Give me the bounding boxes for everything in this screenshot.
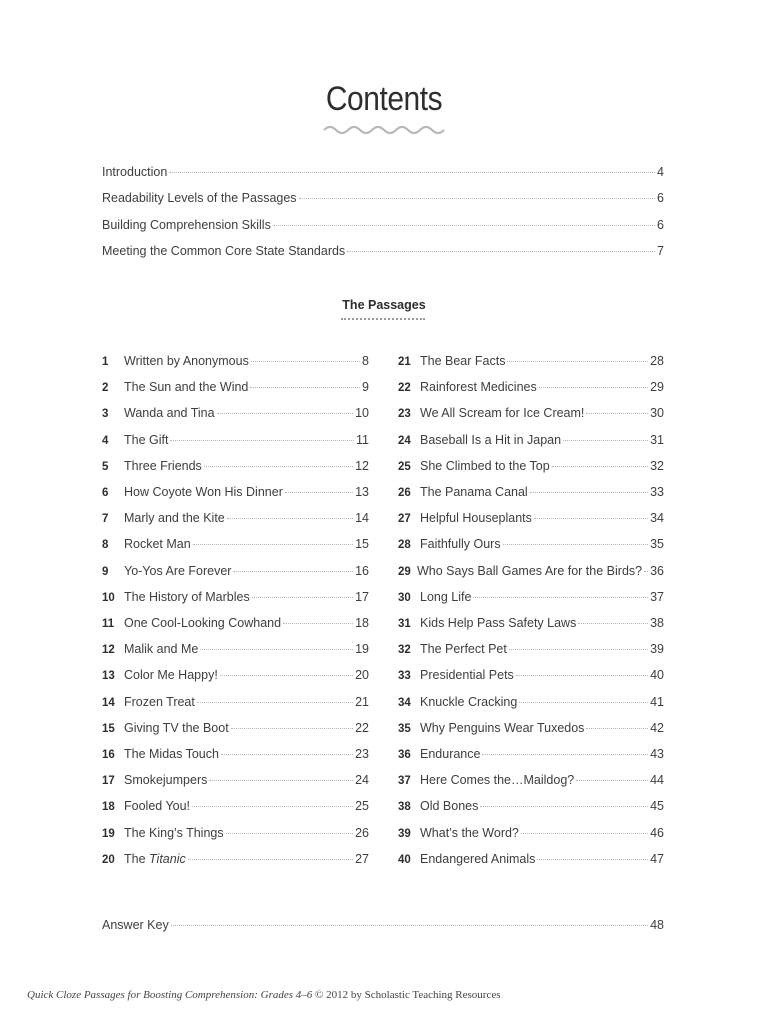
toc-entry-page: 19 xyxy=(355,642,369,657)
toc-entry-page: 40 xyxy=(650,668,664,683)
toc-entry-page: 45 xyxy=(650,799,664,814)
toc-entry-page: 33 xyxy=(650,485,664,499)
dot-leader xyxy=(204,466,353,467)
passage-number: 22 xyxy=(398,382,411,395)
page-footer xyxy=(27,989,501,1001)
dot-leader xyxy=(503,544,649,545)
passage-number: 40 xyxy=(398,853,411,866)
toc-entry-label xyxy=(124,564,231,578)
toc-entry-page: 8 xyxy=(362,354,369,368)
toc-entry[interactable] xyxy=(398,511,664,527)
toc-entry-page: 42 xyxy=(650,720,664,735)
toc-entry-label-text: Written by Anonymous xyxy=(124,354,249,368)
toc-entry-label-text: The Gift xyxy=(124,432,169,447)
passage-number: 37 xyxy=(398,775,411,788)
dot-leader xyxy=(193,544,353,545)
toc-entry-label-text: Presidential Pets xyxy=(420,668,514,683)
toc-entry-page: 16 xyxy=(355,563,369,578)
toc-entry[interactable] xyxy=(102,747,369,763)
toc-entry-page: 6 xyxy=(657,217,664,232)
toc-entry-label xyxy=(124,380,248,394)
toc-entry[interactable] xyxy=(102,380,369,396)
dot-leader xyxy=(220,675,353,676)
passage-number: 33 xyxy=(398,670,411,683)
dot-leader xyxy=(200,649,353,650)
toc-entry-page: 7 xyxy=(657,243,664,258)
toc-entry-page: 23 xyxy=(355,747,369,761)
passage-number: 4 xyxy=(102,434,109,447)
dot-leader xyxy=(576,780,648,781)
toc-entry-page: 27 xyxy=(355,851,369,866)
toc-entry[interactable] xyxy=(102,642,369,658)
toc-entry-label xyxy=(420,852,535,866)
toc-entry-label xyxy=(124,695,195,709)
toc-entry-label-text: Rainforest Medicines xyxy=(420,380,537,395)
toc-entry[interactable] xyxy=(102,218,664,234)
passage-number: 27 xyxy=(398,513,411,526)
page-title: Contents xyxy=(325,80,443,118)
toc-entry-label xyxy=(102,918,169,932)
toc-entry-page: 36 xyxy=(650,563,664,578)
footer-copyright: © 2012 by Scholastic Teaching Resources xyxy=(312,989,501,1001)
passage-number: 11 xyxy=(102,618,115,630)
toc-entry-label-text: Readability Levels of the Passages xyxy=(102,191,297,206)
toc-entry-label xyxy=(102,244,345,258)
toc-entry[interactable] xyxy=(102,616,369,632)
toc-entry-label-text: Wanda and Tina xyxy=(124,406,215,421)
toc-entry-label-text: Kids Help Pass Safety Laws xyxy=(420,616,577,630)
toc-entry[interactable] xyxy=(102,918,664,934)
toc-entry-label-text: Marly and the Kite xyxy=(124,511,225,526)
toc-entry-label xyxy=(124,852,186,866)
toc-entry-label xyxy=(124,616,281,630)
passage-number: 28 xyxy=(398,539,411,552)
toc-entry-page: 29 xyxy=(650,380,664,395)
toc-entry-label-text: Meeting the Common Core State Standards xyxy=(102,243,346,258)
dot-leader xyxy=(299,198,655,199)
dot-leader xyxy=(521,833,648,834)
toc-entry-label xyxy=(124,354,249,368)
toc-entry-label xyxy=(420,721,584,735)
toc-entry-label-text: The Perfect Pet xyxy=(420,642,507,657)
passage-number: 1 xyxy=(102,356,109,368)
toc-entry-page: 32 xyxy=(650,458,664,473)
passage-number: 23 xyxy=(398,408,411,421)
toc-entry-label-text: Answer Key xyxy=(102,918,169,932)
dot-leader xyxy=(516,675,648,676)
toc-entry-page: 13 xyxy=(355,485,369,499)
dot-leader xyxy=(480,806,648,807)
toc-entry-page: 15 xyxy=(355,537,369,552)
dot-leader xyxy=(563,440,648,441)
passage-number: 6 xyxy=(102,487,109,499)
toc-entry-label xyxy=(124,799,190,813)
toc-entry-label-text: Three Friends xyxy=(124,458,202,473)
toc-entry-label-text: The xyxy=(124,851,150,866)
toc-entry-label xyxy=(420,773,574,787)
toc-entry[interactable] xyxy=(102,564,369,580)
toc-entry-page: 43 xyxy=(650,747,664,761)
toc-entry[interactable] xyxy=(102,590,369,606)
toc-entry[interactable] xyxy=(398,747,664,763)
toc-entry-page: 22 xyxy=(355,720,369,735)
toc-entry-page: 47 xyxy=(650,851,664,866)
toc-entry[interactable] xyxy=(398,380,664,396)
dot-leader xyxy=(231,728,353,729)
dot-leader xyxy=(209,780,353,781)
toc-entry-label xyxy=(124,406,215,420)
passage-number: 19 xyxy=(102,827,115,840)
dot-leader xyxy=(534,518,648,519)
toc-entry-label xyxy=(420,485,528,499)
toc-entry-page: 6 xyxy=(657,191,664,206)
toc-entry[interactable] xyxy=(398,695,664,711)
dot-leader xyxy=(273,225,655,226)
toc-entry-label xyxy=(124,537,191,551)
toc-entry-page: 20 xyxy=(355,668,369,683)
dot-leader xyxy=(188,859,353,860)
toc-entry-label xyxy=(420,826,519,840)
dot-leader xyxy=(233,571,353,572)
passage-number: 12 xyxy=(102,644,115,657)
toc-entry-label-text: Faithfully Ours xyxy=(420,537,501,552)
toc-entry-label-text: Yo-Yos Are Forever xyxy=(124,563,232,578)
title-underline-squiggle xyxy=(322,123,446,137)
toc-entry-label-text: Helpful Houseplants xyxy=(420,511,532,526)
toc-entry-label xyxy=(420,511,532,525)
toc-entry[interactable] xyxy=(102,668,369,684)
toc-entry-label xyxy=(420,799,478,813)
toc-entry-page: 26 xyxy=(355,825,369,840)
toc-entry[interactable] xyxy=(102,537,369,553)
toc-entry-label-text: Malik and Me xyxy=(124,642,199,657)
toc-entry-label-text: Who Says Ball Games Are for the Birds? xyxy=(417,563,643,578)
toc-entry-label xyxy=(124,826,224,840)
toc-entry-label-text: Knuckle Cracking xyxy=(420,694,518,709)
toc-entry-label-text: Frozen Treat xyxy=(124,694,195,709)
passage-number: 34 xyxy=(398,696,411,709)
dot-leader xyxy=(283,623,353,624)
toc-entry-label xyxy=(102,218,271,232)
toc-entry[interactable] xyxy=(102,244,664,260)
toc-entry[interactable] xyxy=(398,354,664,370)
toc-entry[interactable] xyxy=(398,485,664,501)
passages-heading-underline xyxy=(341,318,425,320)
toc-entry-page: 28 xyxy=(650,354,664,368)
toc-entry[interactable] xyxy=(102,695,369,711)
toc-entry-label xyxy=(420,747,480,761)
toc-entry-label-text: Long Life xyxy=(420,589,472,604)
dot-leader xyxy=(578,623,648,624)
toc-entry-page: 18 xyxy=(355,616,369,630)
toc-entry-label-text: Smokejumpers xyxy=(124,773,208,788)
dot-leader xyxy=(169,172,655,173)
toc-entry-page: 11 xyxy=(356,432,369,447)
toc-entry-label-italic: Titanic xyxy=(149,851,186,866)
dot-leader xyxy=(509,649,648,650)
toc-entry[interactable] xyxy=(102,773,369,789)
toc-entry[interactable] xyxy=(398,406,664,422)
toc-entry-label-text: Here Comes the…Maildog? xyxy=(420,773,575,788)
passage-number: 7 xyxy=(102,513,109,526)
passage-number: 14 xyxy=(102,696,115,709)
passages-heading: The Passages xyxy=(342,298,426,312)
toc-entry-label-text: Building Comprehension Skills xyxy=(102,217,271,232)
passage-number: 20 xyxy=(102,853,115,866)
toc-entry-label xyxy=(420,695,517,709)
toc-entry-label xyxy=(124,511,225,525)
passage-number: 10 xyxy=(102,591,115,604)
toc-entry-page: 21 xyxy=(355,694,369,709)
toc-entry-label xyxy=(420,354,505,368)
toc-entry-label xyxy=(124,642,198,656)
dot-leader xyxy=(197,702,353,703)
toc-entry-label xyxy=(124,668,218,682)
passage-number: 17 xyxy=(102,775,115,788)
toc-entry[interactable] xyxy=(398,459,664,475)
toc-entry-page: 25 xyxy=(355,799,369,814)
toc-entry[interactable] xyxy=(102,826,369,842)
toc-entry[interactable] xyxy=(398,668,664,684)
toc-entry[interactable] xyxy=(102,511,369,527)
toc-entry-page: 35 xyxy=(650,537,664,552)
toc-entry[interactable] xyxy=(102,459,369,475)
dot-leader xyxy=(519,702,648,703)
dot-leader xyxy=(482,754,648,755)
dot-leader xyxy=(252,597,353,598)
toc-entry-label xyxy=(420,668,514,682)
toc-entry-page: 24 xyxy=(355,773,369,788)
dot-leader xyxy=(530,492,648,493)
toc-entry-label-text: Why Penguins Wear Tuxedos xyxy=(420,720,585,735)
toc-entry-page: 37 xyxy=(650,589,664,604)
passage-number: 31 xyxy=(398,618,411,630)
toc-entry-label xyxy=(102,191,297,205)
toc-entry-label-text: Introduction xyxy=(102,165,168,179)
toc-entry-label xyxy=(124,433,168,447)
toc-entry[interactable] xyxy=(102,406,369,422)
toc-entry-page: 44 xyxy=(650,773,664,788)
toc-entry-page: 39 xyxy=(650,642,664,657)
passage-number: 29 xyxy=(398,565,411,578)
toc-entry[interactable] xyxy=(398,642,664,658)
toc-entry-label xyxy=(124,721,229,735)
toc-entry-page: 14 xyxy=(355,511,369,526)
dot-leader xyxy=(537,859,648,860)
dot-leader xyxy=(539,387,648,388)
toc-entry[interactable] xyxy=(102,485,369,501)
toc-entry-page: 38 xyxy=(650,616,664,630)
toc-entry-label-text: The Bear Facts xyxy=(420,354,506,368)
toc-entry-page: 46 xyxy=(650,825,664,840)
dot-leader xyxy=(227,518,353,519)
toc-entry[interactable] xyxy=(102,165,664,181)
toc-entry-label xyxy=(124,459,202,473)
toc-entry-label-text: Giving TV the Boot xyxy=(124,720,229,735)
toc-entry-label-text: She Climbed to the Top xyxy=(420,458,550,473)
toc-entry[interactable] xyxy=(102,852,369,868)
passage-number: 16 xyxy=(102,749,115,761)
toc-entry-label-text: Rocket Man xyxy=(124,537,191,552)
dot-leader xyxy=(586,413,648,414)
toc-entry[interactable] xyxy=(102,799,369,815)
dot-leader xyxy=(347,251,655,252)
passage-number: 8 xyxy=(102,539,109,552)
dot-leader xyxy=(473,597,648,598)
toc-entry-page: 41 xyxy=(650,694,664,709)
dot-leader xyxy=(251,361,360,362)
footer-book-title: Quick Cloze Passages for Boosting Comprehension: Grades 4–6 xyxy=(27,989,313,1001)
toc-entry-label xyxy=(420,537,501,551)
passage-number: 9 xyxy=(102,565,109,578)
passage-number: 5 xyxy=(102,460,109,473)
toc-entry-page: 4 xyxy=(657,165,664,179)
toc-entry-label xyxy=(420,406,584,420)
dot-leader xyxy=(644,571,648,572)
dot-leader xyxy=(192,806,353,807)
dot-leader xyxy=(507,361,648,362)
toc-entry[interactable] xyxy=(398,537,664,553)
toc-entry-label-text: Color Me Happy! xyxy=(124,668,218,683)
toc-entry[interactable] xyxy=(398,826,664,842)
toc-entry-page: 48 xyxy=(650,918,664,932)
toc-entry[interactable] xyxy=(102,721,369,737)
passage-number: 3 xyxy=(102,408,109,421)
passage-number: 21 xyxy=(398,356,411,368)
toc-entry-label xyxy=(420,459,550,473)
toc-entry-label xyxy=(124,773,207,787)
toc-entry[interactable] xyxy=(398,773,664,789)
passage-number: 2 xyxy=(102,382,109,395)
passage-number: 18 xyxy=(102,801,115,814)
toc-entry[interactable] xyxy=(398,564,664,580)
toc-entry-label-text: What’s the Word? xyxy=(420,825,519,840)
dot-leader xyxy=(552,466,648,467)
toc-entry-label-text: Endurance xyxy=(420,747,481,761)
toc-entry-page: 34 xyxy=(650,511,664,526)
passage-number: 32 xyxy=(398,644,411,657)
passage-number: 24 xyxy=(398,434,411,447)
toc-entry[interactable] xyxy=(398,433,664,449)
toc-entry-label xyxy=(417,564,642,578)
toc-entry-label-text: Fooled You! xyxy=(124,799,191,814)
toc-entry-label-text: Baseball Is a Hit in Japan xyxy=(420,432,562,447)
toc-entry-label-text: The Sun and the Wind xyxy=(124,380,249,395)
toc-entry-page: 9 xyxy=(362,380,369,395)
toc-entry[interactable] xyxy=(102,354,369,370)
dot-leader xyxy=(586,728,648,729)
toc-entry-label xyxy=(124,485,283,499)
toc-entry-label-text: Old Bones xyxy=(420,799,479,814)
toc-entry-label-text: Endangered Animals xyxy=(420,851,536,866)
toc-entry-label-text: The King’s Things xyxy=(124,825,224,840)
passage-number: 35 xyxy=(398,722,411,735)
passage-number: 15 xyxy=(102,722,115,735)
toc-entry-page: 31 xyxy=(650,432,664,447)
toc-entry[interactable] xyxy=(398,852,664,868)
toc-entry-label xyxy=(420,590,471,604)
toc-entry-page: 17 xyxy=(355,589,369,604)
toc-entry-label-text: The Panama Canal xyxy=(420,485,528,499)
dot-leader xyxy=(217,413,354,414)
toc-entry-label xyxy=(124,590,250,604)
dot-leader xyxy=(250,387,360,388)
dot-leader xyxy=(170,440,354,441)
toc-entry[interactable] xyxy=(398,721,664,737)
toc-entry[interactable] xyxy=(102,433,369,449)
passage-number: 13 xyxy=(102,670,115,683)
toc-entry-page: 12 xyxy=(355,458,369,473)
dot-leader xyxy=(221,754,353,755)
toc-entry[interactable] xyxy=(102,191,664,207)
toc-entry-label xyxy=(420,616,576,630)
toc-entry-label-text: How Coyote Won His Dinner xyxy=(124,485,283,499)
toc-entry-label-text: The History of Marbles xyxy=(124,589,250,604)
passage-number: 38 xyxy=(398,801,411,814)
toc-entry-page: 30 xyxy=(650,406,664,421)
passage-number: 36 xyxy=(398,749,411,761)
passage-number: 39 xyxy=(398,827,411,840)
toc-entry-label xyxy=(420,380,537,394)
toc-entry-label-text: One Cool-Looking Cowhand xyxy=(124,616,282,630)
dot-leader xyxy=(226,833,353,834)
passage-number: 26 xyxy=(398,487,411,499)
toc-entry-label-text: We All Scream for Ice Cream! xyxy=(420,406,585,421)
toc-entry-label-text: The Midas Touch xyxy=(124,747,219,761)
toc-entry-page: 10 xyxy=(355,406,369,421)
dot-leader xyxy=(285,492,353,493)
passage-number: 30 xyxy=(398,591,411,604)
toc-entry-label xyxy=(420,642,507,656)
toc-entry[interactable] xyxy=(398,590,664,606)
toc-entry-label xyxy=(420,433,561,447)
dot-leader xyxy=(171,925,648,926)
toc-entry[interactable] xyxy=(398,616,664,632)
passage-number: 25 xyxy=(398,460,411,473)
toc-entry-label xyxy=(102,165,167,179)
toc-entry-label xyxy=(124,747,219,761)
toc-entry[interactable] xyxy=(398,799,664,815)
